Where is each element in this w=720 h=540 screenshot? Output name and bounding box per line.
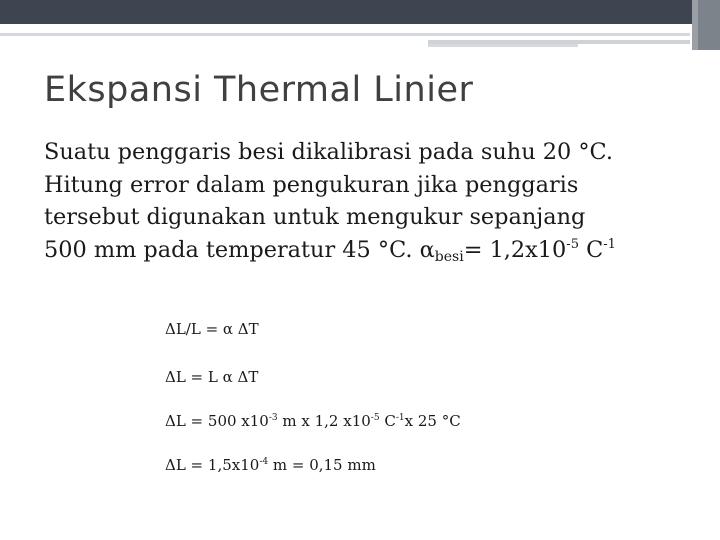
slide-top-bar: [0, 0, 720, 24]
slide-accent-line-3: [428, 44, 578, 47]
alpha-unit: C: [578, 236, 604, 263]
problem-statement: [44, 136, 704, 266]
slide-accent-line: [0, 33, 690, 36]
formula-3-part-c: C: [379, 412, 396, 430]
alpha-subscript: besi: [434, 248, 464, 265]
formula-3: [165, 412, 461, 430]
formula-4-exp: -4: [259, 457, 269, 467]
formula-4-part-a: ΔL = 1,5x10: [165, 456, 260, 474]
problem-line-4: [44, 234, 704, 267]
alpha-exponent: -5: [566, 236, 579, 252]
formula-3-part-b: m x 1,2 x10: [277, 412, 371, 430]
slide-corner-accent: [692, 0, 720, 50]
formula-3-part-d: x 25 °C: [404, 412, 461, 430]
formula-3-exp-3: -1: [395, 413, 405, 423]
problem-line-1: Suatu penggaris besi dikalibrasi pada suhu 20 °C.: [44, 139, 613, 165]
formula-4: [165, 456, 376, 474]
formula-3-exp-1: -3: [268, 413, 278, 423]
problem-line-4-text: 500 mm pada temperatur 45 °C. α: [44, 236, 435, 263]
problem-line-2: Hitung error dalam pengukuran jika penggaris: [44, 171, 579, 198]
alpha-unit-exponent: -1: [603, 236, 616, 252]
formula-2: ΔL = L α ΔT: [165, 368, 259, 386]
problem-line-3: tersebut digunakan untuk mengukur sepanjang: [44, 204, 586, 230]
slide-title: Ekspansi Thermal Linier: [44, 70, 474, 110]
formula-3-exp-2: -5: [370, 413, 380, 423]
alpha-value: = 1,2x10: [463, 236, 567, 263]
formula-1: ΔL/L = α ΔT: [165, 320, 259, 338]
formula-3-part-a: ΔL = 500 x10: [165, 412, 269, 430]
formula-4-part-b: m = 0,15 mm: [268, 456, 376, 474]
slide-corner-accent-inner: [698, 0, 720, 50]
